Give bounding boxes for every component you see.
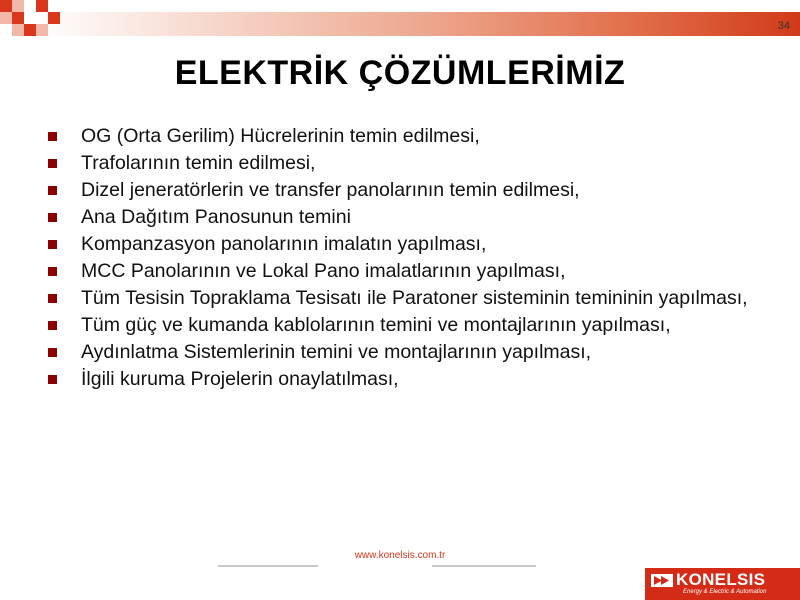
bullet-list [48, 126, 768, 396]
footer-divider-left [218, 565, 318, 567]
bullet-square-icon [48, 159, 57, 168]
checker-square [12, 24, 24, 36]
header-gradient-bar [36, 12, 800, 36]
logo-arrow-icon [651, 574, 673, 587]
bullet-text: Trafolarının temin edilmesi, [81, 152, 316, 174]
bullet-text: Tüm güç ve kumanda kablolarının temini ve montajlarının yapılması, [81, 314, 671, 336]
bullet-text: Kompanzasyon panolarının imalatın yapılması, [81, 233, 487, 255]
bullet-square-icon [48, 240, 57, 249]
bullet-square-icon [48, 348, 57, 357]
checker-square [12, 12, 24, 24]
bullet-text: OG (Orta Gerilim) Hücrelerinin temin edilmesi, [81, 125, 480, 147]
checker-square [0, 12, 12, 24]
bullet-square-icon [48, 375, 57, 384]
bullet-square-icon [48, 294, 57, 303]
bullet-square-icon [48, 321, 57, 330]
footer-divider-right [432, 565, 536, 567]
bullet-item [48, 369, 768, 390]
checker-square [12, 0, 24, 12]
bullet-text: Aydınlatma Sistemlerinin temini ve montajlarının yapılması, [81, 341, 592, 363]
logo-name: KONELSIS [676, 570, 766, 589]
bullet-text: Tüm Tesisin Topraklama Tesisatı ile Paratoner sisteminin temininin yapılması, [81, 287, 748, 309]
checker-square [24, 24, 36, 36]
bullet-square-icon [48, 213, 57, 222]
bullet-item [48, 315, 768, 336]
bullet-item [48, 234, 768, 255]
checker-square [36, 24, 48, 36]
checker-square [36, 0, 48, 12]
bullet-square-icon [48, 132, 57, 141]
bullet-item [48, 180, 768, 201]
bullet-item [48, 261, 768, 282]
slide-number: 34 [777, 20, 790, 32]
bullet-square-icon [48, 186, 57, 195]
header-decoration [0, 0, 800, 40]
bullet-text: MCC Panolarının ve Lokal Pano imalatlarının yapılması, [81, 260, 566, 282]
bullet-item [48, 288, 768, 309]
footer-url: www.konelsis.com.tr [354, 550, 446, 561]
company-logo [645, 568, 800, 600]
bullet-text: Ana Dağıtım Panosunun temini [81, 206, 351, 228]
bullet-item [48, 207, 768, 228]
bullet-square-icon [48, 267, 57, 276]
checker-square [0, 0, 12, 12]
bullet-text: İlgili kuruma Projelerin onaylatılması, [81, 368, 399, 390]
bullet-item [48, 342, 768, 363]
slide-title: ELEKTRİK ÇÖZÜMLERİMİZ [174, 54, 626, 92]
bullet-item [48, 126, 768, 147]
logo-tagline: Energy & Electric & Automation [683, 589, 767, 595]
bullet-item [48, 153, 768, 174]
checker-square [48, 12, 60, 24]
bullet-text: Dizel jeneratörlerin ve transfer panolarının temin edilmesi, [81, 179, 580, 201]
